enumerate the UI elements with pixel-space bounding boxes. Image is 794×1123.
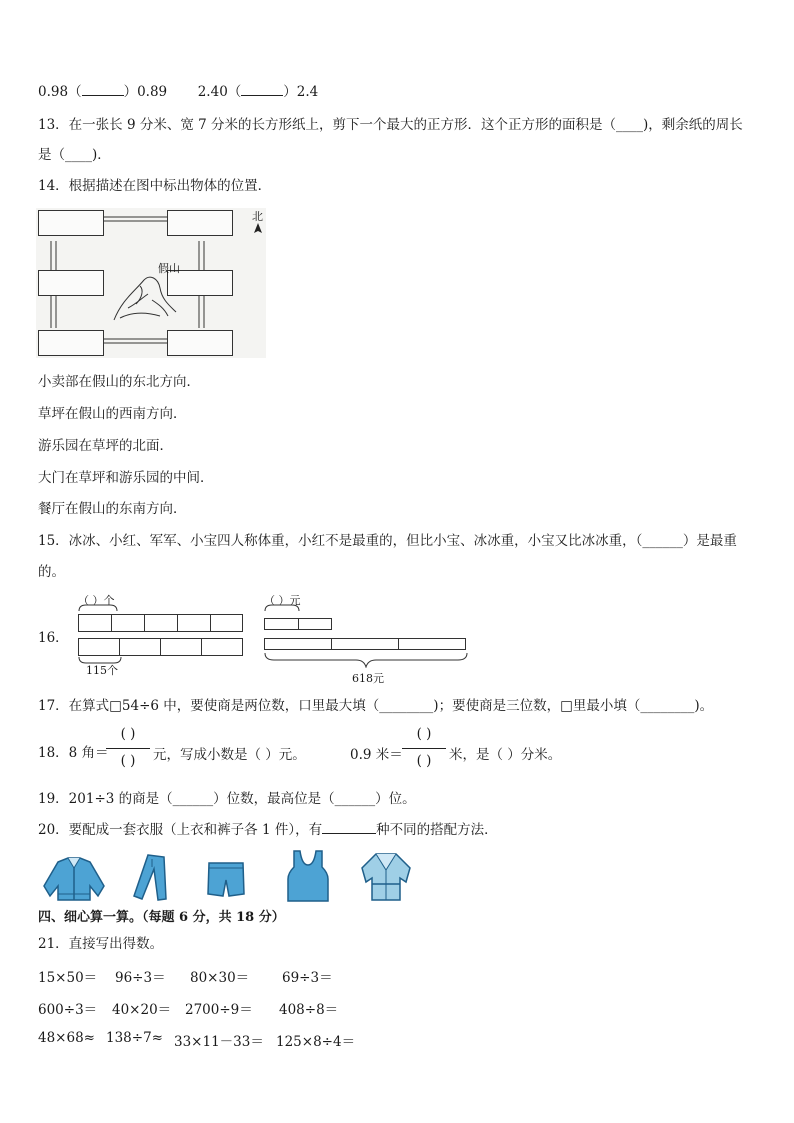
math-item[interactable]: 408÷8＝: [279, 1002, 339, 1018]
q16-right-brace-top: [264, 604, 300, 612]
trousers-icon: [128, 853, 172, 903]
bar-segment: [331, 638, 399, 650]
q20-answer-blank[interactable]: [322, 820, 376, 834]
math-item[interactable]: 600÷3＝: [38, 1002, 98, 1018]
q14-desc-3: 游乐园在草坪的北面．: [38, 438, 173, 454]
shorts-icon: [206, 860, 246, 900]
q14-map: [36, 208, 266, 358]
north-arrow-icon: [253, 223, 263, 237]
q14-desc-2: 草坪在假山的西南方向．: [38, 406, 187, 422]
section-4-title: 四、细心算一算。（每题 6 分，共 18 分）: [38, 910, 285, 925]
bar-segment: [144, 614, 178, 632]
bar-segment: [160, 638, 202, 656]
q13-line-1: 13．在一张长 9 分米、宽 7 分米的长方形纸上，剪下一个最大的正方形．这个正方形的面积是（____)，剩余纸的周长: [38, 117, 743, 133]
rockery-label: 假山: [158, 262, 180, 275]
q20-line: 20．要配成一套衣服（上衣和裤子各 1 件），有 种不同的搭配方法．: [38, 822, 498, 838]
q14-desc-4: 大门在草坪和游乐园的中间．: [38, 470, 214, 486]
bar-segment: [264, 638, 332, 650]
north-label: 北: [252, 210, 263, 223]
map-room-top-right[interactable]: [167, 210, 233, 236]
tank-top-icon: [286, 849, 330, 903]
math-item[interactable]: 2700÷9＝: [185, 1002, 253, 1018]
q21-title: 21．直接写出得数。: [38, 936, 164, 952]
q13-line-2: 是（____)．: [38, 147, 111, 163]
bar-segment: [78, 614, 112, 632]
q16-right-top-label: （ ）元: [264, 594, 301, 607]
q16-left-bottom-label: 115个: [86, 664, 118, 677]
fraction-bar: [402, 748, 446, 749]
map-room-bottom-right[interactable]: [167, 330, 233, 356]
map-room-top-left[interactable]: [38, 210, 104, 236]
q12-compare-line: 0.98（ ）0.89 2.40（ ）2.4: [38, 84, 319, 100]
q16-left-brace-top: [78, 604, 118, 612]
math-item[interactable]: 40×20＝: [112, 1002, 172, 1018]
math-item[interactable]: 33×11－33＝: [174, 1034, 264, 1050]
q18-text-1: 元，写成小数是（ ）元。: [153, 747, 306, 763]
bar-segment: [201, 638, 243, 656]
compare-blank-2[interactable]: [241, 82, 283, 96]
bar-segment: [119, 638, 161, 656]
math-item[interactable]: 125×8÷4＝: [276, 1034, 356, 1050]
bar-segment: [298, 618, 332, 630]
map-room-bottom-left[interactable]: [38, 330, 104, 356]
jacket-icon: [38, 856, 110, 902]
map-room-mid-left[interactable]: [38, 270, 104, 296]
q18-text-2: 0.9 米＝: [350, 747, 403, 763]
bar-segment: [264, 618, 299, 630]
q14-desc-1: 小卖部在假山的东北方向．: [38, 374, 200, 390]
q16-number: 16．: [38, 630, 69, 646]
q18-fraction-2[interactable]: ( ) ( ): [402, 726, 446, 774]
math-item[interactable]: 69÷3＝: [282, 970, 333, 986]
q16-left-top-label: （ ）个: [78, 594, 115, 607]
bar-segment: [111, 614, 145, 632]
compare-blank-1[interactable]: [82, 82, 124, 96]
math-item[interactable]: 96÷3＝: [115, 970, 166, 986]
q16-right-brace-bottom: [264, 652, 468, 668]
q16-right-bottom-label: 618元: [352, 672, 384, 685]
q15-line-1: 15．冰冰、小红、军军、小宝四人称体重，小红不是最重的，但比小宝、冰冰重，小宝又比冰冰重，（______）是最重: [38, 533, 737, 549]
q14-title: 14．根据描述在图中标出物体的位置．: [38, 178, 272, 194]
math-item[interactable]: 138÷7≈: [106, 1030, 163, 1046]
q18-prefix: 18．8 角＝: [38, 745, 109, 761]
bar-segment: [210, 614, 243, 632]
bar-segment: [78, 638, 120, 656]
q14-desc-5: 餐厅在假山的东南方向．: [38, 501, 187, 517]
bar-segment: [398, 638, 466, 650]
bar-segment: [177, 614, 211, 632]
math-item[interactable]: 80×30＝: [190, 970, 250, 986]
q18-text-3: 米，是（ ）分米。: [449, 747, 562, 763]
math-item[interactable]: 15×50＝: [38, 970, 98, 986]
q17-line: 17．在算式□54÷6 中，要使商是两位数，口里最大填（________)；要使商是三位数，□里最小填（________)。: [38, 698, 714, 714]
coat-icon: [358, 852, 414, 902]
q15-line-2: 的。: [38, 564, 65, 580]
fraction-bar: [106, 748, 150, 749]
q19-line: 19．201÷3 的商是（______）位数，最高位是（______）位。: [38, 791, 416, 807]
q18-fraction-1[interactable]: ( ) ( ): [106, 726, 150, 774]
math-item[interactable]: 48×68≈: [38, 1030, 95, 1046]
